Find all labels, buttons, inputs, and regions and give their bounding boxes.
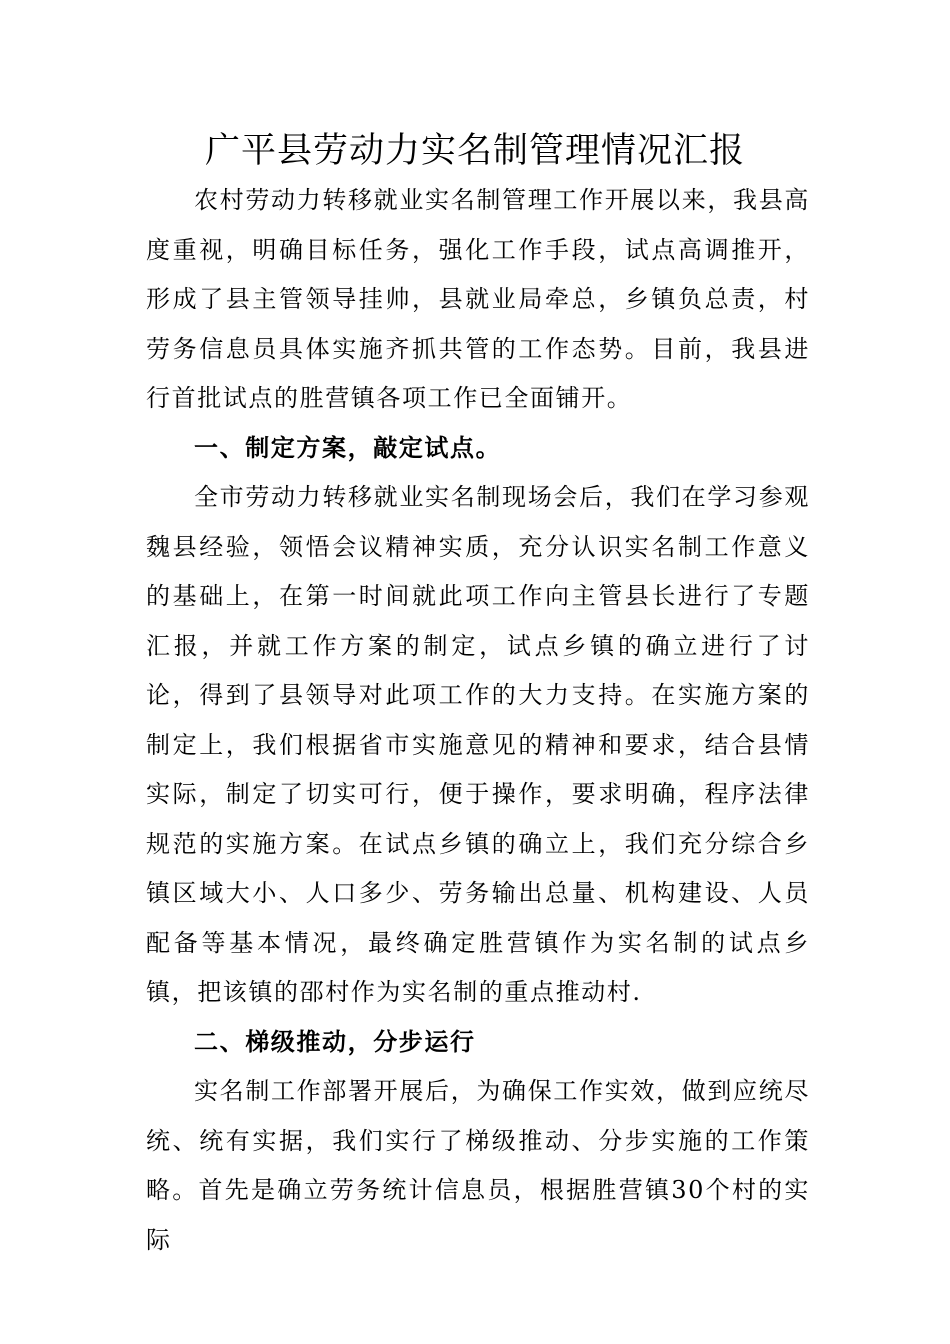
document-title: 广平县劳动力实名制管理情况汇报 — [204, 131, 745, 171]
section-1-paragraph: 全市劳动力转移就业实名制现场会后，我们在学习参观魏县经验，领悟会议精神实质，充分认识实名制工作意义的基础上，在第一时间就此项工作向主管县长进行了专题汇报，并就工作方案的制定，试点乡镇的确立进行了讨论，得到了县领导对此项工作的大力支持。在实施方案的制定上，我们根据省市实施意见的精神和要求，结合县情实际，制定了切实可行，便于操作，要求明确，程序法律规范的实施方案。在试点乡镇的确立上，我们充分综合乡镇区域大小、人口多少、劳务输出总量、机构建设、人员配备等基本情况，最终确定胜营镇作为实名制的试点乡镇，把该镇的邵村作为实名制的重点推动村. — [146, 483, 810, 1006]
document-body — [146, 176, 810, 1265]
section-2-heading: 二、梯级推动，分步运行 — [194, 1027, 476, 1056]
intro-paragraph: 农村劳动力转移就业实名制管理工作开展以来，我县高度重视，明确目标任务，强化工作手段，试点高调推开，形成了县主管领导挂帅，县就业局牵总，乡镇负总责，村劳务信息员具体实施齐抓共管的工作态势。目前，我县进行首批试点的胜营镇各项工作已全面铺开。 — [146, 186, 810, 412]
section-2-paragraph: 实名制工作部署开展后，为确保工作实效，做到应统尽统、统有实据，我们实行了梯级推动、分步实施的工作策略。首先是确立劳务统计信息员，根据胜营镇30个村的实际 — [146, 1077, 810, 1254]
section-1-heading: 一、制定方案，敲定试点。 — [194, 433, 502, 462]
